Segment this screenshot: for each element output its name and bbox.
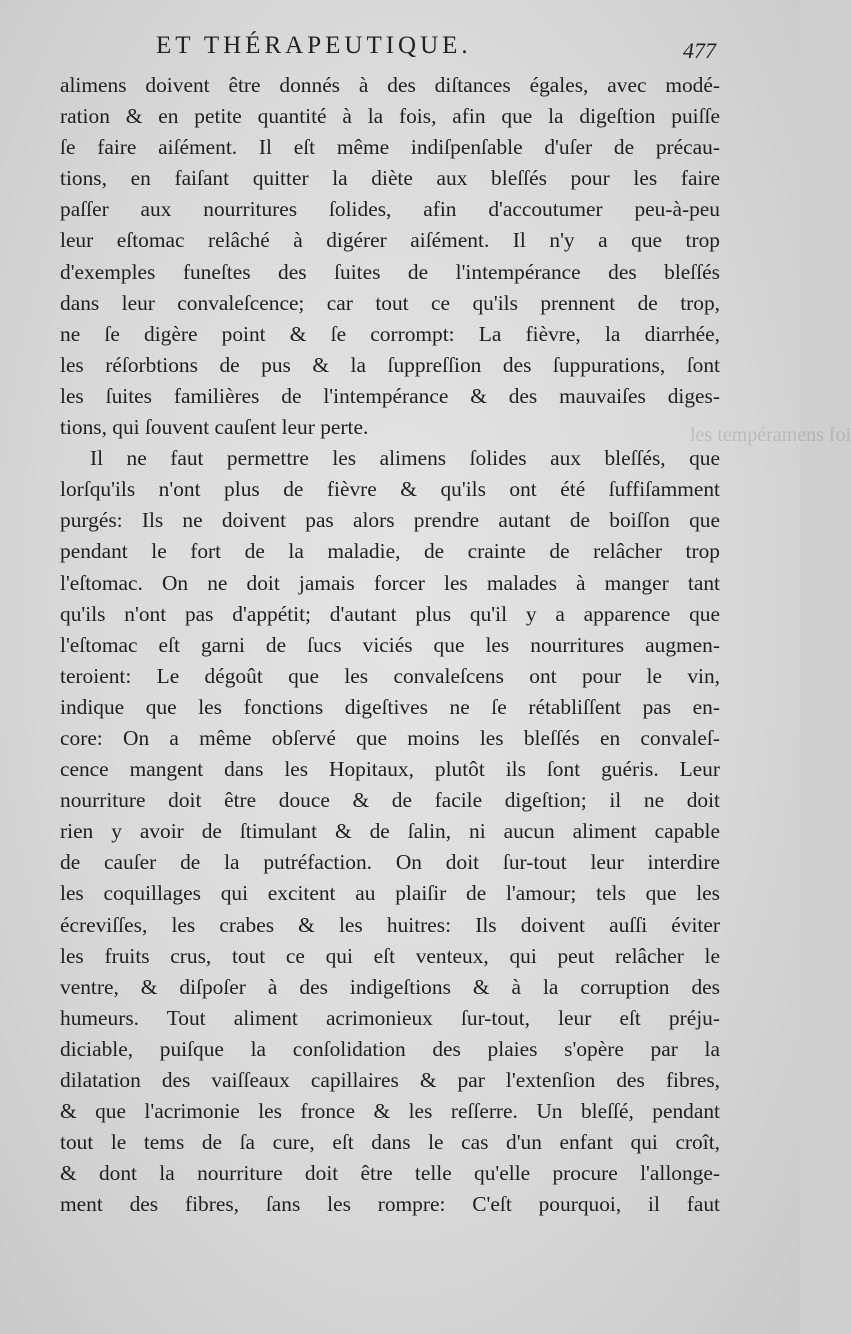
- text-line: dilatation des vaiſſeaux capillaires & par l'extenſion des fibres,: [60, 1068, 720, 1092]
- text-line: d'exemples funeſtes des ſuites de l'intempérance des bleſſés: [60, 259, 720, 284]
- text-line: & que l'acrimonie les fronce & les reſſerre. Un bleſſé, pendant: [60, 1099, 720, 1124]
- text-line: les réſorbtions de pus & la ſuppreſſion des ſuppurations, ſont: [60, 352, 720, 377]
- text-line: alimens doivent être donnés à des diſtances égales, avec modé-: [60, 73, 720, 97]
- page-number: 477: [683, 38, 716, 63]
- text-line: l'eſtomac eſt garni de ſucs viciés que les nourritures augmen-: [60, 632, 720, 657]
- paragraph-1: [60, 70, 720, 443]
- text-line: les fruits crus, tout ce qui eſt venteux, qui peut relâcher le: [60, 943, 720, 968]
- text-line: paſſer aux nourritures ſolides, afin d'accoutumer peu-à-peu: [60, 197, 720, 222]
- text-line: ment des fibres, ſans les rompre: C'eſt pourquoi, il faut: [60, 1192, 720, 1217]
- text-line: nourriture doit être douce & de facile digeſtion; il ne doit: [60, 788, 720, 813]
- text-line: l'eſtomac. On ne doit jamais forcer les malades à manger tant: [60, 570, 720, 595]
- text-line: écreviſſes, les crabes & les huitres: Ils doivent auſſi éviter: [60, 912, 720, 937]
- text-line: humeurs. Tout aliment acrimonieux ſur-tout, leur eſt préju-: [60, 1005, 720, 1030]
- text-line: Il ne faut permettre les alimens ſolides aux bleſſés, que: [90, 446, 720, 471]
- text-line: tout le tems de ſa cure, eſt dans le cas d'un enfant qui croît,: [60, 1130, 720, 1155]
- text-line: dans leur convaleſcence; car tout ce qu'ils prennent de trop,: [60, 290, 720, 315]
- text-line: ration & en petite quantité à la fois, afin que la digeſtion puiſſe: [60, 104, 720, 129]
- text-line: leur eſtomac relâché à digérer aiſément. Il n'y a que trop: [60, 228, 720, 253]
- running-header: [58, 28, 720, 72]
- text-line: rien y avoir de ſtimulant & de ſalin, ni aucun aliment capable: [60, 819, 720, 844]
- text-line: lorſqu'ils n'ont plus de fièvre & qu'ils ont été ſuffiſamment: [60, 477, 720, 502]
- running-title: ET THÉRAPEUTIQUE.: [156, 32, 472, 59]
- body-text: [60, 70, 720, 1220]
- text-line: ſe faire aiſément. Il eſt même indiſpenſable d'uſer de précau-: [60, 135, 720, 160]
- text-line: & dont la nourriture doit être telle qu'elle procure l'allonge-: [60, 1161, 720, 1186]
- text-line: core: On a même obſervé que moins les bleſſés en convaleſ-: [60, 725, 720, 750]
- text-line: purgés: Ils ne doivent pas alors prendre autant de boiſſon que: [60, 508, 720, 533]
- text-line: tions, en faiſant quitter la diète aux bleſſés pour les faire: [60, 166, 720, 191]
- text-line: qu'ils n'ont pas d'appétit; d'autant plus qu'il y a apparence que: [60, 601, 720, 626]
- paragraph-2: [60, 443, 720, 1220]
- text-line: diciable, puiſque la conſolidation des plaies s'opère par la: [60, 1036, 720, 1061]
- text-line: cence mangent dans les Hopitaux, plutôt ils ſont guéris. Leur: [60, 757, 720, 782]
- show-through-text: les tempéramens foi: [690, 424, 851, 446]
- text-line: tions, qui ſouvent cauſent leur perte.: [60, 415, 369, 440]
- text-line: pendant le fort de la maladie, de crainte de relâcher trop: [60, 539, 720, 564]
- text-line: les ſuites familières de l'intempérance & des mauvaiſes diges-: [60, 383, 720, 408]
- text-line: de cauſer de la putréfaction. On doit ſur-tout leur interdire: [60, 850, 720, 875]
- text-line: indique que les fonctions digeſtives ne ſe rétabliſſent pas en-: [60, 694, 720, 719]
- text-line: teroient: Le dégoût que les convaleſcens ont pour le vin,: [60, 663, 720, 688]
- text-line: ne ſe digère point & ſe corrompt: La fièvre, la diarrhée,: [60, 321, 720, 346]
- text-line: ventre, & diſpoſer à des indigeſtions & à la corruption des: [60, 974, 720, 999]
- text-line: les coquillages qui excitent au plaiſir de l'amour; tels que les: [60, 881, 720, 906]
